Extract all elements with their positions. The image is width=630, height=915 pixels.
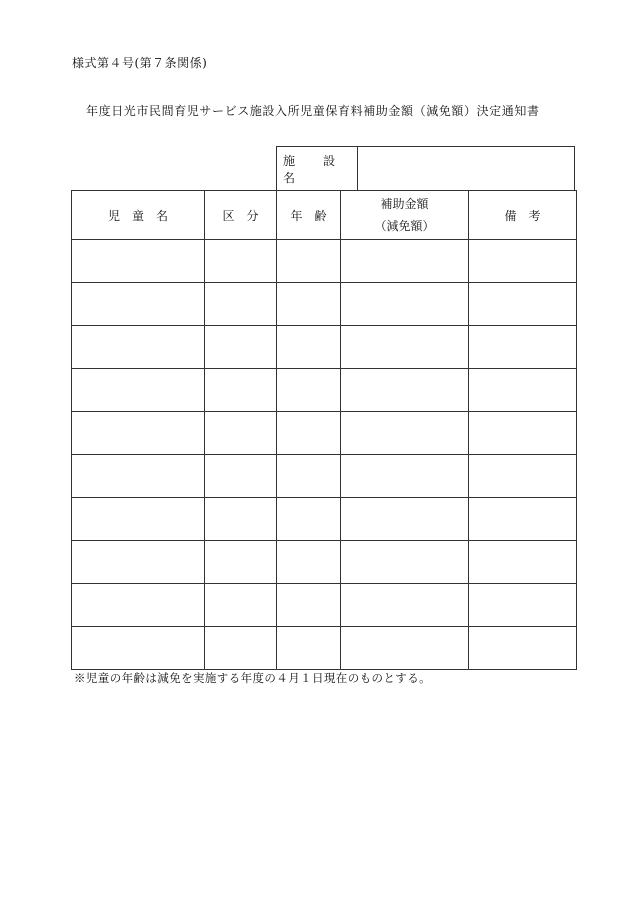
table-row (72, 326, 577, 369)
header-child-name: 児 童 名 (72, 191, 205, 240)
age-cell[interactable] (277, 326, 341, 369)
child-name-cell[interactable] (72, 326, 205, 369)
table-header-row (72, 191, 577, 240)
child-name-cell[interactable] (72, 627, 205, 670)
child-name-cell[interactable] (72, 498, 205, 541)
header-age: 年 齢 (277, 191, 341, 240)
age-cell[interactable] (277, 541, 341, 584)
header-remarks: 備 考 (469, 191, 577, 240)
footnote: ※児童の年齢は減免を実施する年度の４月１日現在のものとする。 (74, 671, 431, 685)
header-subsidy-line2: （減免額） (374, 219, 435, 233)
table-row (72, 584, 577, 627)
header-subsidy-amount (341, 191, 469, 240)
remarks-cell[interactable] (469, 326, 577, 369)
table-row (72, 627, 577, 670)
subsidy-amount-cell[interactable] (341, 627, 469, 670)
child-name-cell[interactable] (72, 584, 205, 627)
remarks-cell[interactable] (469, 369, 577, 412)
age-cell[interactable] (277, 369, 341, 412)
subsidy-amount-cell[interactable] (341, 283, 469, 326)
category-cell[interactable] (205, 455, 277, 498)
category-cell[interactable] (205, 283, 277, 326)
child-name-cell[interactable] (72, 541, 205, 584)
age-cell[interactable] (277, 584, 341, 627)
table-body (72, 240, 577, 670)
table-row (72, 369, 577, 412)
age-cell[interactable] (277, 283, 341, 326)
age-cell[interactable] (277, 498, 341, 541)
category-cell[interactable] (205, 627, 277, 670)
child-name-cell[interactable] (72, 455, 205, 498)
category-cell[interactable] (205, 498, 277, 541)
subsidy-amount-cell[interactable] (341, 541, 469, 584)
age-cell[interactable] (277, 627, 341, 670)
form-number: 様式第４号(第７条関係) (72, 56, 208, 70)
child-name-cell[interactable] (72, 240, 205, 283)
age-cell[interactable] (277, 240, 341, 283)
table-row (72, 412, 577, 455)
subsidy-amount-cell[interactable] (341, 326, 469, 369)
subsidy-amount-cell[interactable] (341, 455, 469, 498)
facility-name-field[interactable] (358, 147, 574, 190)
category-cell[interactable] (205, 584, 277, 627)
remarks-cell[interactable] (469, 541, 577, 584)
category-cell[interactable] (205, 326, 277, 369)
table-row (72, 240, 577, 283)
subsidy-amount-cell[interactable] (341, 584, 469, 627)
subsidy-amount-cell[interactable] (341, 240, 469, 283)
table-row (72, 541, 577, 584)
category-cell[interactable] (205, 541, 277, 584)
child-name-cell[interactable] (72, 369, 205, 412)
subsidy-amount-cell[interactable] (341, 369, 469, 412)
remarks-cell[interactable] (469, 412, 577, 455)
category-cell[interactable] (205, 240, 277, 283)
table-row (72, 455, 577, 498)
facility-name-label: 施 設 名 (277, 147, 358, 190)
remarks-cell[interactable] (469, 498, 577, 541)
category-cell[interactable] (205, 369, 277, 412)
table-row (72, 498, 577, 541)
age-cell[interactable] (277, 412, 341, 455)
remarks-cell[interactable] (469, 240, 577, 283)
remarks-cell[interactable] (469, 283, 577, 326)
header-category: 区 分 (205, 191, 277, 240)
category-cell[interactable] (205, 412, 277, 455)
remarks-cell[interactable] (469, 627, 577, 670)
facility-name-box (276, 146, 575, 190)
table-row (72, 283, 577, 326)
subsidy-amount-cell[interactable] (341, 412, 469, 455)
remarks-cell[interactable] (469, 584, 577, 627)
remarks-cell[interactable] (469, 455, 577, 498)
subsidy-amount-cell[interactable] (341, 498, 469, 541)
header-subsidy-line1: 補助金額 (380, 197, 429, 211)
age-cell[interactable] (277, 455, 341, 498)
subsidy-table (71, 190, 577, 670)
document-title: 年度日光市民間育児サービス施設入所児童保育料補助金額（減免額）決定通知書 (86, 104, 540, 118)
child-name-cell[interactable] (72, 283, 205, 326)
child-name-cell[interactable] (72, 412, 205, 455)
